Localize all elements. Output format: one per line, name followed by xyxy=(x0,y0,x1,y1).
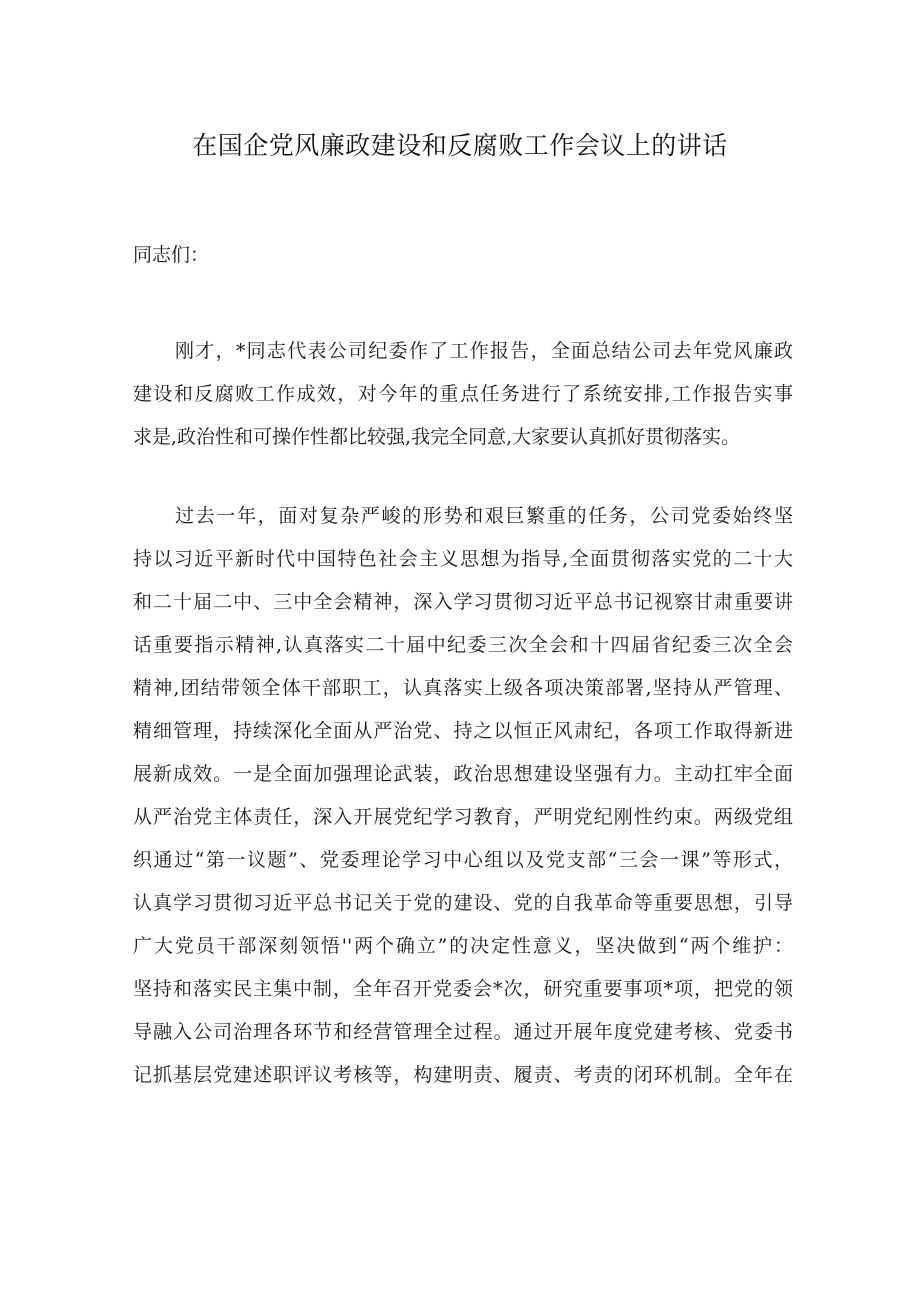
paragraph-line: 建设和反腐败工作成效，对今年的重点任务进行了系统安排,工作报告实事 xyxy=(133,383,793,405)
salutation: 同志们： xyxy=(133,244,210,266)
paragraph-review xyxy=(133,495,793,1097)
document-title: 在国企党风廉政建设和反腐败工作会议上的讲话 xyxy=(192,131,728,160)
paragraph-line: 展新成效。一是全面加强理论武装，政治思想建设坚强有力。主动扛牢全面 xyxy=(133,763,793,785)
paragraph-line: 记抓基层党建述职评议考核等，构建明责、履责、考责的闭环机制。全年在 xyxy=(133,1064,793,1086)
paragraph-line: 刚才，*同志代表公司纪委作了工作报告，全面总结公司去年党风廉政 xyxy=(175,340,793,362)
paragraph-line: 过去一年，面对复杂严峻的形势和艰巨繁重的任务，公司党委始终坚 xyxy=(175,505,793,527)
paragraph-line: 精神,团结带领全体干部职工，认真落实上级各项决策部署,坚持从严管理、 xyxy=(133,677,793,699)
paragraph-line: 坚持和落实民主集中制，全年召开党委会*次，研究重要事项*项，把党的领 xyxy=(133,978,793,1000)
paragraph-line: 认真学习贯彻习近平总书记关于党的建设、党的自我革命等重要思想，引导 xyxy=(133,892,793,914)
paragraph-line: 持以习近平新时代中国特色社会主义思想为指导,全面贯彻落实党的二十大 xyxy=(133,548,793,570)
paragraph-line: 和二十届二中、三中全会精神，深入学习贯彻习近平总书记视察甘肃重要讲 xyxy=(133,591,793,613)
paragraph-line: 求是,政治性和可操作性都比较强,我完全同意,大家要认真抓好贯彻落实。 xyxy=(133,426,741,448)
paragraph-line: 广大党员干部深刻领悟''两个确立”的决定性意义，坚决做到“两个维护： xyxy=(133,935,793,957)
paragraph-line: 精细管理，持续深化全面从严治党、持之以恒正风肃纪，各项工作取得新进 xyxy=(133,720,793,742)
paragraph-line: 话重要指示精神,认真落实二十届中纪委三次全会和十四届省纪委三次全会 xyxy=(133,634,793,656)
paragraph-opening xyxy=(133,330,793,459)
paragraph-line: 从严治党主体责任，深入开展党纪学习教育，严明党纪刚性约束。两级党组 xyxy=(133,806,793,828)
paragraph-line: 织通过“第一议题”、党委理论学习中心组以及党支部“三会一课”等形式， xyxy=(133,849,793,871)
paragraph-line: 导融入公司治理各环节和经营管理全过程。通过开展年度党建考核、党委书 xyxy=(133,1021,793,1043)
